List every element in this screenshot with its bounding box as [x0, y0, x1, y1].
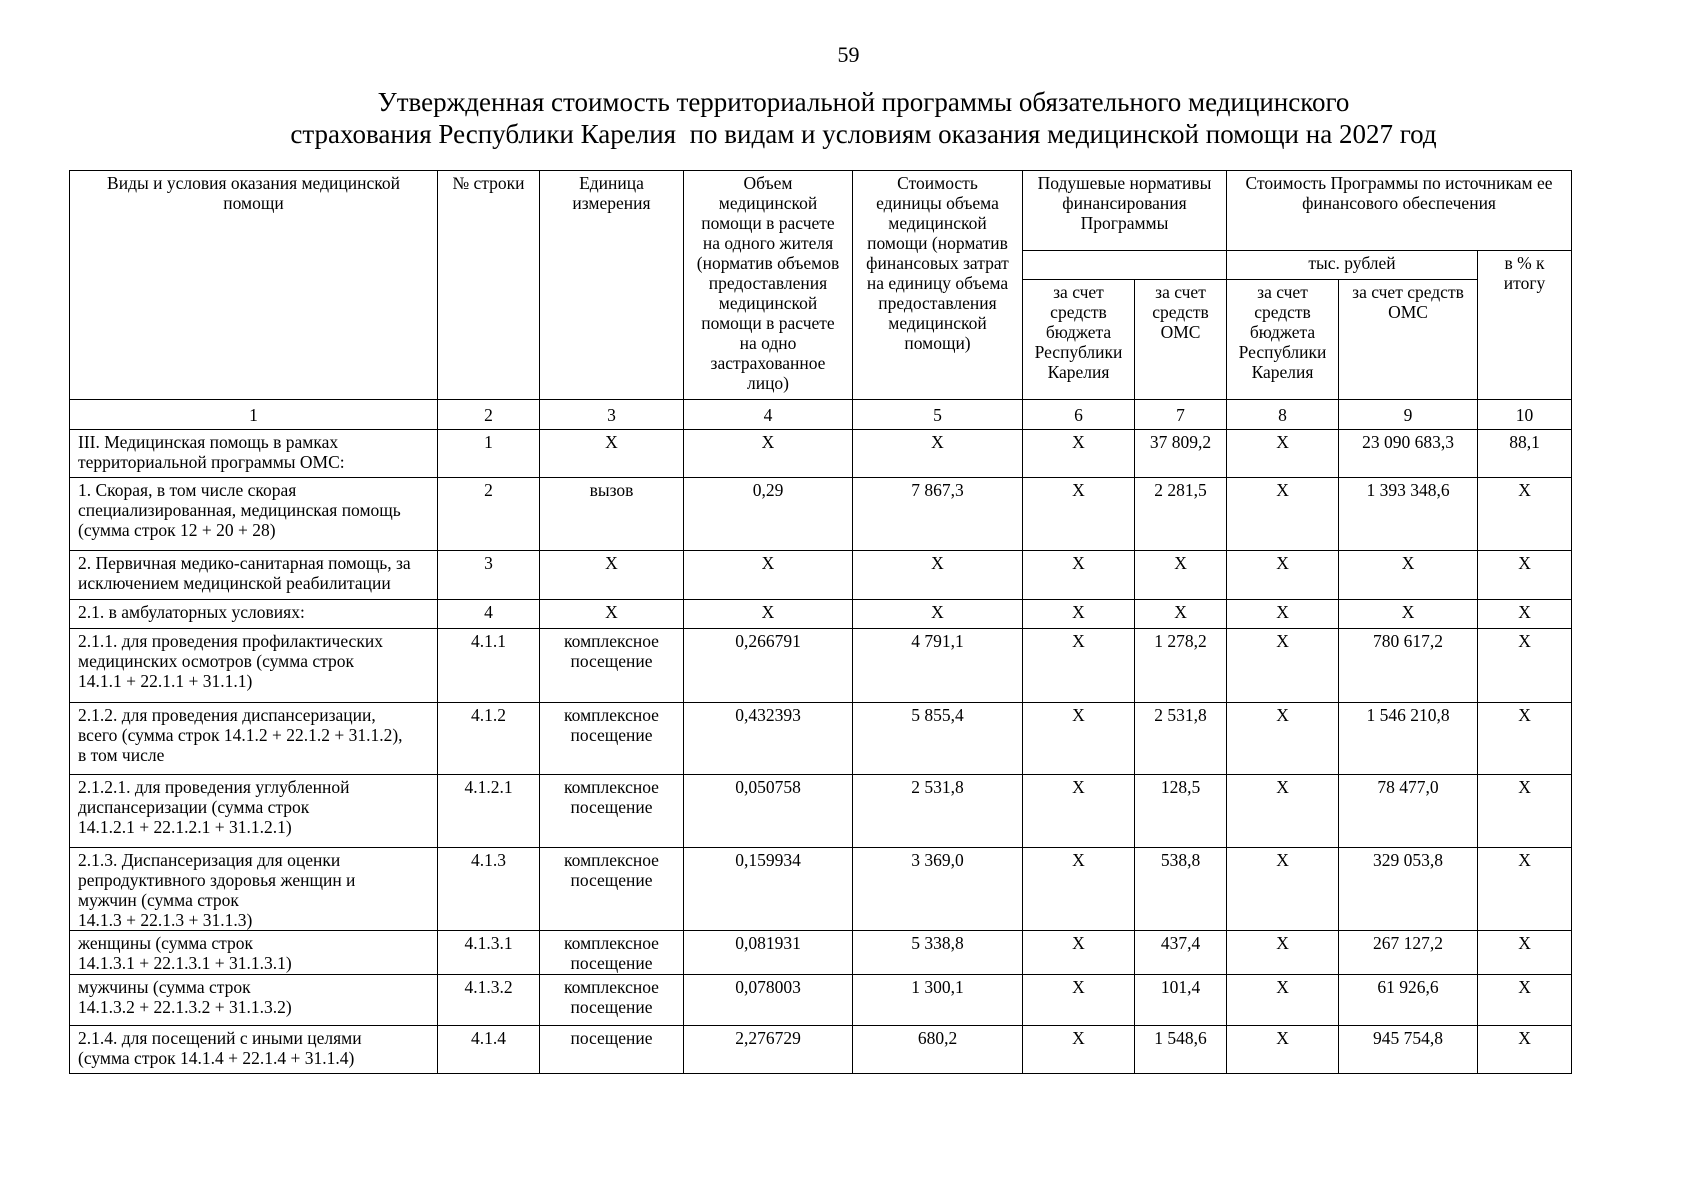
- cell-percent-of-total: Х: [1478, 848, 1572, 931]
- cell-per-capita-oms: 101,4: [1135, 975, 1227, 1026]
- cell-per-capita-budget: Х: [1023, 478, 1135, 551]
- cell-volume: Х: [684, 551, 853, 600]
- cell-unit: комплексное посещение: [540, 629, 684, 703]
- column-numbers-row: [70, 400, 1572, 430]
- header-per-capita-empty: [1023, 251, 1227, 280]
- cell-unit-cost: 4 791,1: [853, 629, 1023, 703]
- cell-per-capita-oms: 2 531,8: [1135, 703, 1227, 775]
- cell-cost-budget: Х: [1227, 848, 1339, 931]
- cell-percent-of-total: Х: [1478, 931, 1572, 975]
- column-number: 9: [1339, 400, 1478, 430]
- table-row: [70, 478, 1572, 551]
- table-row: [70, 430, 1572, 478]
- table-row: [70, 551, 1572, 600]
- cell-unit-cost: 5 855,4: [853, 703, 1023, 775]
- cell-per-capita-oms: 1 548,6: [1135, 1026, 1227, 1074]
- cell-row-number: 3: [438, 551, 540, 600]
- cell-row-number: 4.1.2: [438, 703, 540, 775]
- cell-per-capita-oms: Х: [1135, 551, 1227, 600]
- cell-care-type: мужчины (сумма строк 14.1.3.2 + 22.1.3.2 + 31.1.3.2): [70, 975, 438, 1026]
- cell-row-number: 4.1.3.1: [438, 931, 540, 975]
- cell-row-number: 4.1.3.2: [438, 975, 540, 1026]
- column-number: 8: [1227, 400, 1339, 430]
- cell-row-number: 4.1.4: [438, 1026, 540, 1074]
- table-row: [70, 775, 1572, 848]
- cell-cost-oms: 61 926,6: [1339, 975, 1478, 1026]
- cell-volume: 0,159934: [684, 848, 853, 931]
- cell-unit-cost: 680,2: [853, 1026, 1023, 1074]
- cell-care-type: 2. Первичная медико-санитарная помощь, за исключением медицинской реабилитации: [70, 551, 438, 600]
- cell-volume: 0,29: [684, 478, 853, 551]
- table-row: [70, 1026, 1572, 1074]
- cell-unit: комплексное посещение: [540, 848, 684, 931]
- cell-volume: Х: [684, 430, 853, 478]
- cell-volume: 0,081931: [684, 931, 853, 975]
- header-per-capita-oms: за счет средств ОМС: [1135, 280, 1227, 400]
- cell-unit-cost: 2 531,8: [853, 775, 1023, 848]
- cell-care-type: 2.1.4. для посещений с иными целями (сумма строк 14.1.4 + 22.1.4 + 31.1.4): [70, 1026, 438, 1074]
- cell-cost-oms: 780 617,2: [1339, 629, 1478, 703]
- cell-unit-cost: Х: [853, 551, 1023, 600]
- cell-per-capita-budget: Х: [1023, 551, 1135, 600]
- cell-cost-budget: Х: [1227, 1026, 1339, 1074]
- cell-percent-of-total: Х: [1478, 975, 1572, 1026]
- cell-per-capita-oms: 437,4: [1135, 931, 1227, 975]
- cell-cost-budget: Х: [1227, 551, 1339, 600]
- header-per-capita-budget: за счет средств бюджета Республики Карелия: [1023, 280, 1135, 400]
- cell-per-capita-budget: Х: [1023, 775, 1135, 848]
- cell-per-capita-budget: Х: [1023, 600, 1135, 629]
- column-number: 5: [853, 400, 1023, 430]
- cell-per-capita-budget: Х: [1023, 629, 1135, 703]
- cell-percent-of-total: 88,1: [1478, 430, 1572, 478]
- header-per-capita: Подушевые нормативы финансирования Программы: [1023, 171, 1227, 251]
- cell-unit: комплексное посещение: [540, 931, 684, 975]
- column-number: 7: [1135, 400, 1227, 430]
- cell-care-type: 2.1.3. Диспансеризация для оценки репродуктивного здоровья женщин и мужчин (сумма строк 14.1.3 + 22.1.3 + 31.1.3): [70, 848, 438, 931]
- header-program-cost: Стоимость Программы по источникам ее финансового обеспечения: [1227, 171, 1572, 251]
- cell-per-capita-budget: Х: [1023, 1026, 1135, 1074]
- page-number: 59: [837, 42, 860, 67]
- column-number: 4: [684, 400, 853, 430]
- table-row: [70, 600, 1572, 629]
- cell-unit: комплексное посещение: [540, 975, 684, 1026]
- header-cost-oms: за счет средств ОМС: [1339, 280, 1478, 400]
- cell-cost-budget: Х: [1227, 478, 1339, 551]
- table-row: [70, 975, 1572, 1026]
- cell-care-type: 2.1. в амбулаторных условиях:: [70, 600, 438, 629]
- column-number: 10: [1478, 400, 1572, 430]
- cell-cost-oms: Х: [1339, 600, 1478, 629]
- cell-care-type: III. Медицинская помощь в рамках территориальной программы ОМС:: [70, 430, 438, 478]
- cell-percent-of-total: Х: [1478, 1026, 1572, 1074]
- table-row: [70, 629, 1572, 703]
- cell-care-type: 1. Скорая, в том числе скорая специализированная, медицинская помощь (сумма строк 12 + 20 + 28): [70, 478, 438, 551]
- cell-per-capita-oms: 538,8: [1135, 848, 1227, 931]
- cell-cost-oms: 1 393 348,6: [1339, 478, 1478, 551]
- cell-unit: комплексное посещение: [540, 775, 684, 848]
- cell-unit: Х: [540, 600, 684, 629]
- cell-percent-of-total: Х: [1478, 478, 1572, 551]
- cell-per-capita-oms: 2 281,5: [1135, 478, 1227, 551]
- table-row: [70, 931, 1572, 975]
- cell-cost-oms: 1 546 210,8: [1339, 703, 1478, 775]
- cell-cost-oms: 329 053,8: [1339, 848, 1478, 931]
- header-unit: Единица измерения: [540, 171, 684, 400]
- cell-cost-budget: Х: [1227, 931, 1339, 975]
- cell-volume: Х: [684, 600, 853, 629]
- table-header: [70, 171, 1572, 430]
- cell-care-type: женщины (сумма строк 14.1.3.1 + 22.1.3.1 + 31.1.3.1): [70, 931, 438, 975]
- cell-cost-oms: 267 127,2: [1339, 931, 1478, 975]
- table-body: [70, 430, 1572, 1074]
- cell-row-number: 4.1.3: [438, 848, 540, 931]
- cell-unit: посещение: [540, 1026, 684, 1074]
- cell-cost-oms: 23 090 683,3: [1339, 430, 1478, 478]
- cell-unit: комплексное посещение: [540, 703, 684, 775]
- cell-percent-of-total: Х: [1478, 775, 1572, 848]
- cell-unit-cost: 1 300,1: [853, 975, 1023, 1026]
- cell-cost-oms: 945 754,8: [1339, 1026, 1478, 1074]
- cell-care-type: 2.1.1. для проведения профилактических медицинских осмотров (сумма строк 14.1.1 + 22.1.1 + 31.1.1): [70, 629, 438, 703]
- cell-unit-cost: Х: [853, 430, 1023, 478]
- cell-per-capita-budget: Х: [1023, 975, 1135, 1026]
- cell-cost-budget: Х: [1227, 430, 1339, 478]
- cell-row-number: 4: [438, 600, 540, 629]
- cell-unit-cost: 7 867,3: [853, 478, 1023, 551]
- cell-unit-cost: 3 369,0: [853, 848, 1023, 931]
- cell-unit-cost: Х: [853, 600, 1023, 629]
- cell-cost-budget: Х: [1227, 975, 1339, 1026]
- cell-percent-of-total: Х: [1478, 703, 1572, 775]
- header-volume: Объем медицинской помощи в расчете на одного жителя (норматив объемов предоставления медицинской помощи в расчете на одно застрахованное лицо): [684, 171, 853, 400]
- cell-unit-cost: 5 338,8: [853, 931, 1023, 975]
- program-cost-table: [69, 170, 1572, 1074]
- column-number: 2: [438, 400, 540, 430]
- header-cost-budget: за счет средств бюджета Республики Карелия: [1227, 280, 1339, 400]
- cell-row-number: 1: [438, 430, 540, 478]
- cell-row-number: 2: [438, 478, 540, 551]
- cell-cost-budget: Х: [1227, 629, 1339, 703]
- cell-per-capita-budget: Х: [1023, 703, 1135, 775]
- cell-row-number: 4.1.2.1: [438, 775, 540, 848]
- column-number: 6: [1023, 400, 1135, 430]
- cell-percent-of-total: Х: [1478, 600, 1572, 629]
- cell-per-capita-oms: 128,5: [1135, 775, 1227, 848]
- table-row: [70, 703, 1572, 775]
- header-row-number: № строки: [438, 171, 540, 400]
- cell-volume: 0,050758: [684, 775, 853, 848]
- cell-unit: вызов: [540, 478, 684, 551]
- cell-unit: Х: [540, 430, 684, 478]
- cell-per-capita-oms: 1 278,2: [1135, 629, 1227, 703]
- cell-percent-of-total: Х: [1478, 629, 1572, 703]
- cell-cost-oms: 78 477,0: [1339, 775, 1478, 848]
- column-number: 1: [70, 400, 438, 430]
- header-care-type: Виды и условия оказания медицинской помощи: [70, 171, 438, 400]
- cell-volume: 0,266791: [684, 629, 853, 703]
- cell-cost-budget: Х: [1227, 775, 1339, 848]
- cell-care-type: 2.1.2.1. для проведения углубленной диспансеризации (сумма строк 14.1.2.1 + 22.1.2.1 + 31.1.2.1): [70, 775, 438, 848]
- cell-unit: Х: [540, 551, 684, 600]
- header-percent-of-total: в % к итогу: [1478, 251, 1572, 400]
- header-unit-cost: Стоимость единицы объема медицинской помощи (норматив финансовых затрат на единицу объема предоставления медицинской помощи): [853, 171, 1023, 400]
- cell-cost-budget: Х: [1227, 703, 1339, 775]
- table-row: [70, 848, 1572, 931]
- cell-percent-of-total: Х: [1478, 551, 1572, 600]
- header-row-1: [70, 171, 1572, 251]
- cell-per-capita-oms: Х: [1135, 600, 1227, 629]
- header-thousand-rubles: тыс. рублей: [1227, 251, 1478, 280]
- cell-per-capita-budget: Х: [1023, 931, 1135, 975]
- cell-per-capita-budget: Х: [1023, 848, 1135, 931]
- cell-per-capita-budget: Х: [1023, 430, 1135, 478]
- cell-per-capita-oms: 37 809,2: [1135, 430, 1227, 478]
- cell-cost-budget: Х: [1227, 600, 1339, 629]
- cell-volume: 0,432393: [684, 703, 853, 775]
- title-line-2: страхования Республики Карелия по видам и условиям оказания медицинской помощи на 2027 год: [290, 119, 1437, 149]
- column-number: 3: [540, 400, 684, 430]
- title-line-1: Утвержденная стоимость территориальной программы обязательного медицинского: [377, 87, 1350, 117]
- document-title: [30, 86, 1697, 150]
- cell-row-number: 4.1.1: [438, 629, 540, 703]
- cell-care-type: 2.1.2. для проведения диспансеризации, всего (сумма строк 14.1.2 + 22.1.2 + 31.1.2), в том числе: [70, 703, 438, 775]
- cell-volume: 2,276729: [684, 1026, 853, 1074]
- cell-cost-oms: Х: [1339, 551, 1478, 600]
- cell-volume: 0,078003: [684, 975, 853, 1026]
